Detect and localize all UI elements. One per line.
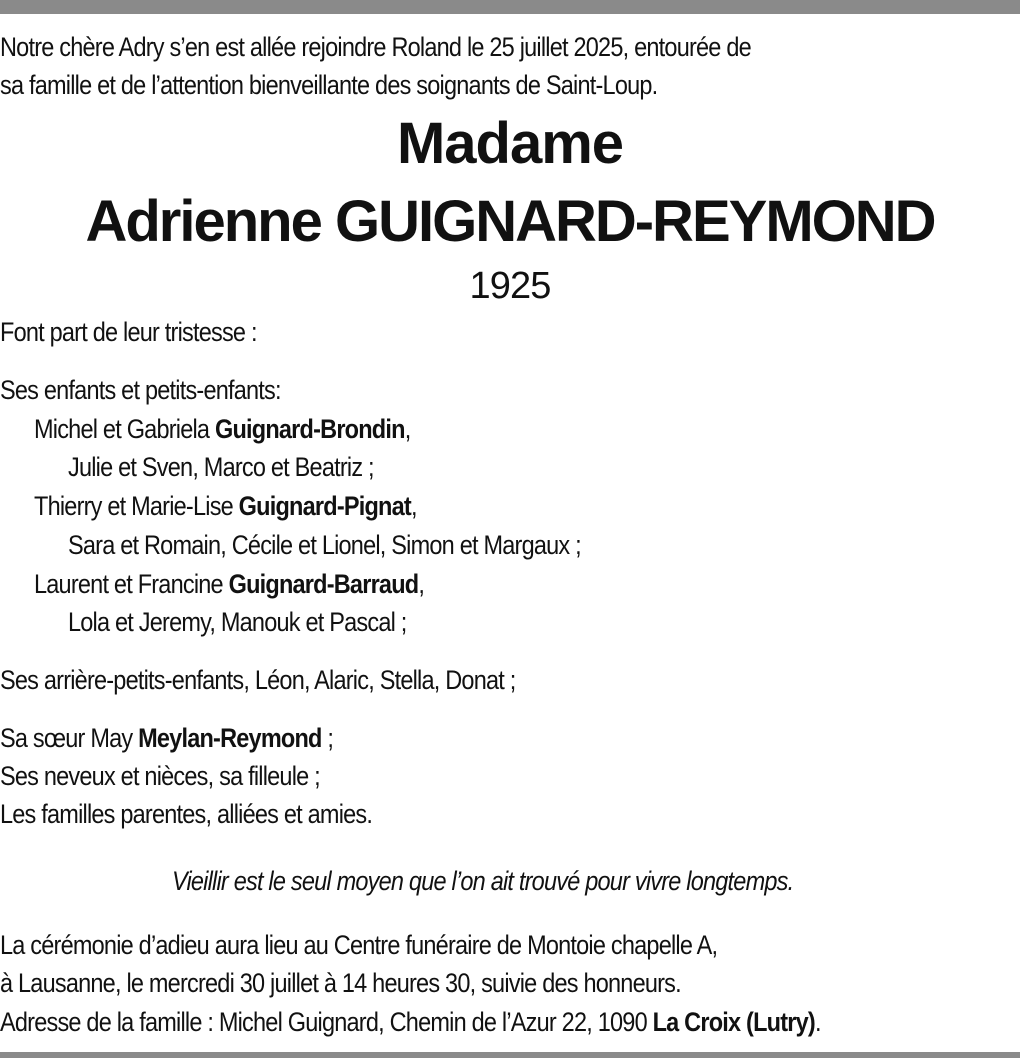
intro-line-2: sa famille et de l’attention bienveillante des soignants de Saint-Loup. xyxy=(0,70,658,100)
ceremony-line-1: La cérémonie d’adieu aura lieu au Centre funéraire de Montoie chapelle A, xyxy=(0,930,718,960)
grandchildren-line: Julie et Sven, Marco et Beatriz ; xyxy=(68,452,374,482)
family-line: Michel et Gabriela Guignard-Brondin, xyxy=(34,414,411,444)
families-line: Les familles parentes, alliées et amies. xyxy=(0,799,373,829)
address-place: La Croix (Lutry) xyxy=(652,1007,815,1037)
deceased-title: Madame xyxy=(396,111,624,176)
quote: Vieillir est le seul moyen que l’on ait trouvé pour vivre longtemps. xyxy=(172,866,794,896)
top-border-rule xyxy=(0,0,1020,14)
nephews-line: Ses neveux et nièces, sa filleule ; xyxy=(0,761,320,791)
intro-line-1: Notre chère Adry s’en est allée rejoindre Roland le 25 juillet 2025, entourée de xyxy=(0,32,751,62)
family-given-names: Thierry et Marie-Lise xyxy=(34,491,239,521)
great-grandchildren-line: Ses arrière-petits-enfants, Léon, Alaric, Stella, Donat ; xyxy=(0,665,516,695)
bottom-border-rule xyxy=(0,1052,1020,1058)
family-surname: Guignard-Pignat xyxy=(238,491,411,521)
family-surname: Guignard-Brondin xyxy=(214,414,405,444)
grandchildren-line: Sara et Romain, Cécile et Lionel, Simon et Margaux ; xyxy=(68,530,581,560)
sister-line: Sa sœur May Meylan-Reymond ; xyxy=(0,723,334,753)
family-surname: Guignard-Barraud xyxy=(228,569,419,599)
children-header: Ses enfants et petits-enfants: xyxy=(0,375,281,405)
birth-year: 1925 xyxy=(469,265,551,307)
family-line: Laurent et Francine Guignard-Barraud, xyxy=(34,569,425,599)
family-given-names: Michel et Gabriela xyxy=(34,414,215,444)
family-address: Adresse de la famille : Michel Guignard, Chemin de l’Azur 22, 1090 La Croix (Lutry). xyxy=(0,1007,821,1037)
family-given-names: Laurent et Francine xyxy=(34,569,229,599)
grandchildren-line: Lola et Jeremy, Manouk et Pascal ; xyxy=(68,607,407,637)
family-line: Thierry et Marie-Lise Guignard-Pignat, xyxy=(34,491,417,521)
ceremony-line-2: à Lausanne, le mercredi 30 juillet à 14 heures 30, suivie des honneurs. xyxy=(0,968,681,998)
announcement: Font part de leur tristesse : xyxy=(0,317,257,347)
deceased-name: Adrienne GUIGNARD-REYMOND xyxy=(85,189,935,254)
sister-surname: Meylan-Reymond xyxy=(138,723,322,753)
